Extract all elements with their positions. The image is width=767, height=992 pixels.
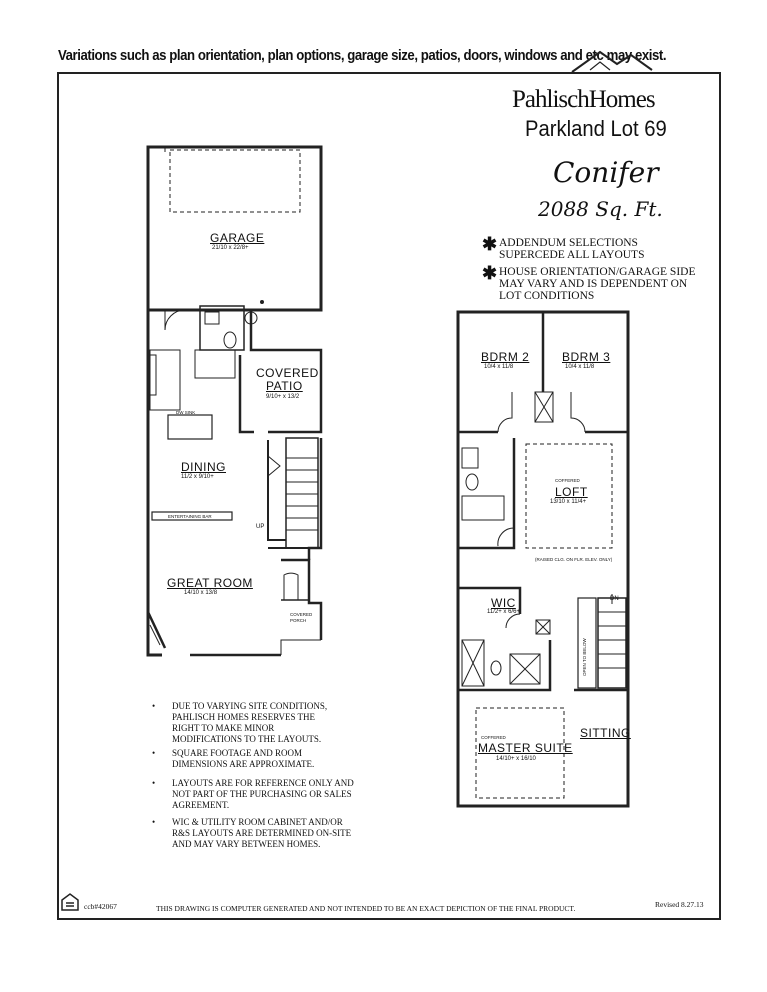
square-footage: 2088 Sq. Ft. [538, 197, 663, 221]
bdrm3-dims: 10/4 x 11/8 [565, 364, 595, 370]
loft-label: LOFT [555, 485, 588, 499]
porch-label-2: PORCH [290, 618, 307, 623]
dining-dims: 11/2 x 9/10+ [181, 474, 214, 480]
disclaimer-reference-only: LAYOUTS ARE FOR REFERENCE ONLY AND NOT PART OF THE PURCHASING OR SALES AGREEMENT. [172, 778, 354, 810]
open-below-label: OPEN TO BELOW [582, 638, 587, 676]
bullet-icon: • [152, 817, 156, 827]
dn-label: DN [610, 596, 619, 602]
porch-label-1: COVERED [290, 612, 313, 617]
loft-dims: 13/10 x 11/4+ [550, 499, 587, 505]
raised-ceiling-note: (RAISED CLG. ON FLR. ELEV. ONLY) [535, 557, 613, 562]
bdrm2-label: BDRM 2 [481, 350, 530, 364]
brand-name: PahlischHomes [512, 86, 655, 113]
disclaimer-site-conditions: DUE TO VARYING SITE CONDITIONS, PAHLISCH HOMES RESERVES THE RIGHT TO MAKE MINOR MODIFICATIONS TO THE LAYOUTS. [172, 701, 328, 744]
master-dims: 14/10+ x 16/10 [496, 756, 536, 762]
garage-label: GARAGE [210, 231, 265, 245]
garage-outline [148, 147, 321, 310]
patio-label-2: PATIO [266, 379, 303, 393]
asterisk-icon: ✱ [482, 234, 498, 254]
entertaining-bar-label: ENTERTAINING BAR [168, 514, 212, 519]
bullet-icon: • [152, 748, 156, 758]
wic-dims: 11/2+ x 6/6+ [487, 609, 520, 615]
license-number: ccb#42067 [84, 902, 117, 911]
revised-date: Revised 8.27.13 [655, 900, 704, 909]
community-lot: Parkland Lot 69 [525, 116, 667, 141]
disclaimer-wic-utility: WIC & UTILITY ROOM CABINET AND/OR R&S LAYOUTS ARE DETERMINED ON-SITE AND MAY VARY BETWEEN HOMES. [172, 817, 352, 849]
master-tag: COFFERED [481, 735, 506, 740]
patio-dims: 9/10+ x 13/2 [266, 394, 300, 400]
computer-generated-statement: THIS DRAWING IS COMPUTER GENERATED AND NOT INTENDED TO BE AN EXACT DEPICTION OF THE FINAL PRODUCT. [156, 904, 576, 913]
equal-housing-icon [62, 894, 78, 910]
model-name: Conifer [553, 156, 659, 189]
sitting-label: SITTING [580, 726, 631, 740]
great-room-label: GREAT ROOM [167, 576, 253, 590]
bdrm2-dims: 10/4 x 11/8 [484, 364, 514, 370]
up-label: UP [256, 524, 265, 530]
bullet-icon: • [152, 701, 156, 711]
great-room-dims: 14/10 x 13/8 [184, 590, 218, 596]
disclaimer-square-footage: SQUARE FOOTAGE AND ROOM DIMENSIONS ARE APPROXIMATE. [172, 748, 315, 769]
garage-dims: 21/10 x 22/8+ [212, 245, 249, 251]
dining-label: DINING [181, 460, 226, 474]
master-label: MASTER SUITE [478, 741, 573, 755]
asterisk-icon: ✱ [482, 263, 498, 283]
dw-sink-label: DW SINK [176, 410, 196, 415]
bullet-icon: • [152, 778, 156, 788]
loft-tag: COFFERED [555, 478, 580, 483]
mountain-logo-icon [572, 52, 652, 72]
note-addendum: ADDENDUM SELECTIONS SUPERCEDE ALL LAYOUTS [499, 237, 645, 261]
note-orientation: HOUSE ORIENTATION/GARAGE SIDE MAY VARY AND IS DEPENDENT ON LOT CONDITIONS [499, 266, 696, 302]
patio-label-1: COVERED [256, 366, 319, 380]
variations-banner: Variations such as plan orientation, plan options, garage size, patios, doors, windows and etc may exist. [58, 47, 667, 64]
wic-label: WIC [491, 596, 516, 610]
bdrm3-label: BDRM 3 [562, 350, 611, 364]
